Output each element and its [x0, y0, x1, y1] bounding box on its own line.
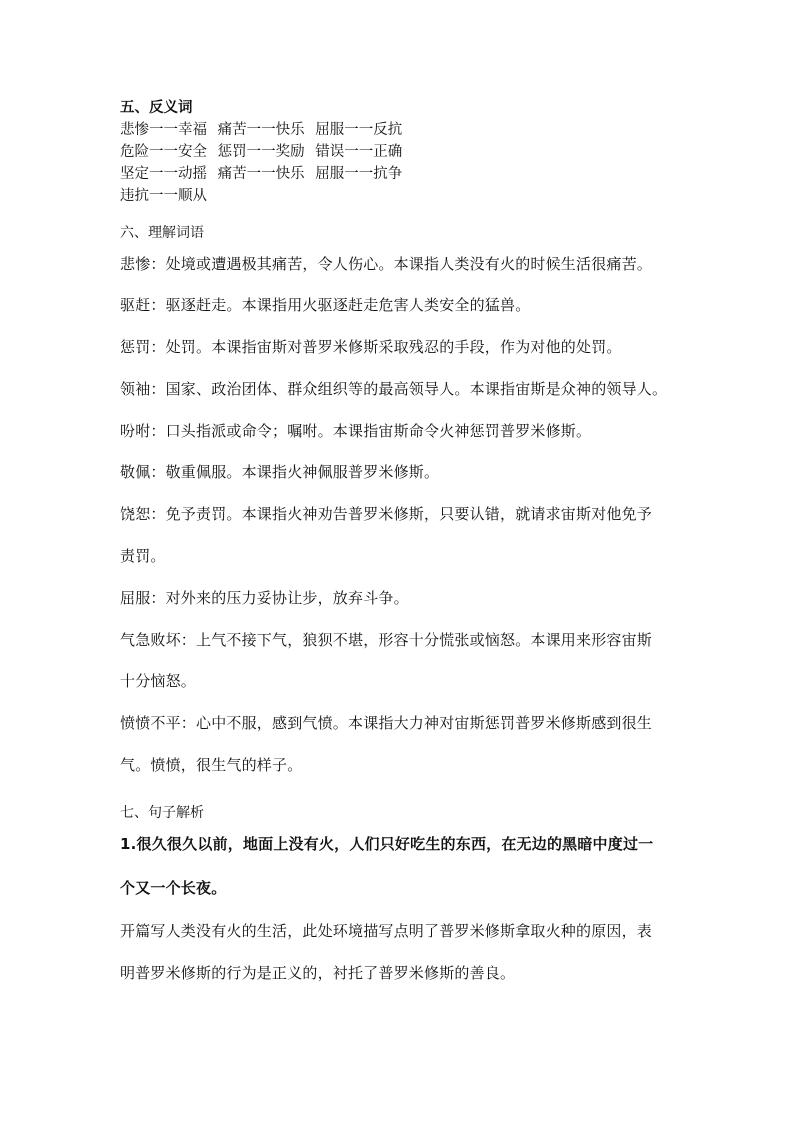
antonym-row — [120, 140, 408, 161]
section-7-title: 七、句子解析 — [120, 805, 204, 821]
antonym-pair: 屈服一一反抗 — [315, 122, 403, 138]
antonym-pair: 违抗一一顺从 — [120, 188, 207, 204]
section-6-title: 六、理解词语 — [120, 225, 204, 241]
antonym-pair: 痛苦一一快乐 — [217, 166, 305, 182]
antonym-pair: 危险一一安全 — [120, 144, 207, 160]
definition-line: 驱赶：驱逐赶走。本课指用火驱逐赶走危害人类安全的猛兽。 — [120, 296, 531, 314]
definition-line: 气。愤愤，很生气的样子。 — [120, 756, 303, 774]
antonym-pair: 坚定一一动摇 — [120, 166, 207, 182]
definition-line: 屈服：对外来的压力妥协让步，放弃斗争。 — [120, 589, 409, 607]
analysis-line: 明普罗米修斯的行为是正义的，衬托了普罗米修斯的善良。 — [120, 964, 516, 982]
definition-line: 吩咐：口头指派或命令；嘱咐。本课指宙斯命令火神惩罚普罗米修斯。 — [120, 422, 592, 440]
antonym-pair: 悲惨一一幸福 — [120, 122, 207, 138]
antonym-pair: 屈服一一抗争 — [315, 166, 403, 182]
definition-line: 十分恼怒。 — [120, 672, 197, 690]
definition-line: 敬佩：敬重佩服。本课指火神佩服普罗米修斯。 — [120, 463, 440, 481]
analysis-line: 开篇写人类没有火的生活，此处环境描写点明了普罗米修斯拿取火种的原因，表 — [120, 922, 653, 940]
definition-line: 饶恕：免予责罚。本课指火神劝告普罗米修斯，只要认错，就请求宙斯对他免予 — [120, 505, 653, 523]
antonym-row — [120, 118, 408, 139]
definition-line: 愤愤不平：心中不服，感到气愤。本课指大力神对宙斯惩罚普罗米修斯感到很生 — [120, 714, 653, 732]
antonym-pair: 痛苦一一快乐 — [217, 122, 305, 138]
antonym-row — [120, 162, 408, 183]
section-5-title: 五、反义词 — [120, 99, 193, 116]
antonym-row — [120, 184, 213, 205]
definition-line: 悲惨：处境或遭遇极其痛苦，令人伤心。本课指人类没有火的时候生活很痛苦。 — [120, 255, 653, 273]
key-sentence-line: 1.很久很久以前，地面上没有火，人们只好吃生的东西，在无边的黑暗中度过一 — [120, 835, 654, 853]
definition-line: 惩罚：处罚。本课指宙斯对普罗米修斯采取残忍的手段，作为对他的处罚。 — [120, 338, 622, 356]
key-sentence-line: 个又一个长夜。 — [120, 879, 227, 897]
definition-line: 领袖：国家、政治团体、群众组织等的最高领导人。本课指宙斯是众神的领导人。 — [120, 380, 668, 398]
definition-line: 气急败坏：上气不接下气，狼狈不堪，形容十分慌张或恼怒。本课用来形容宙斯 — [120, 631, 653, 649]
antonym-pair: 错误一一正确 — [315, 144, 403, 160]
antonym-pair: 惩罚一一奖励 — [217, 144, 305, 160]
definition-line: 责罚。 — [120, 547, 166, 565]
